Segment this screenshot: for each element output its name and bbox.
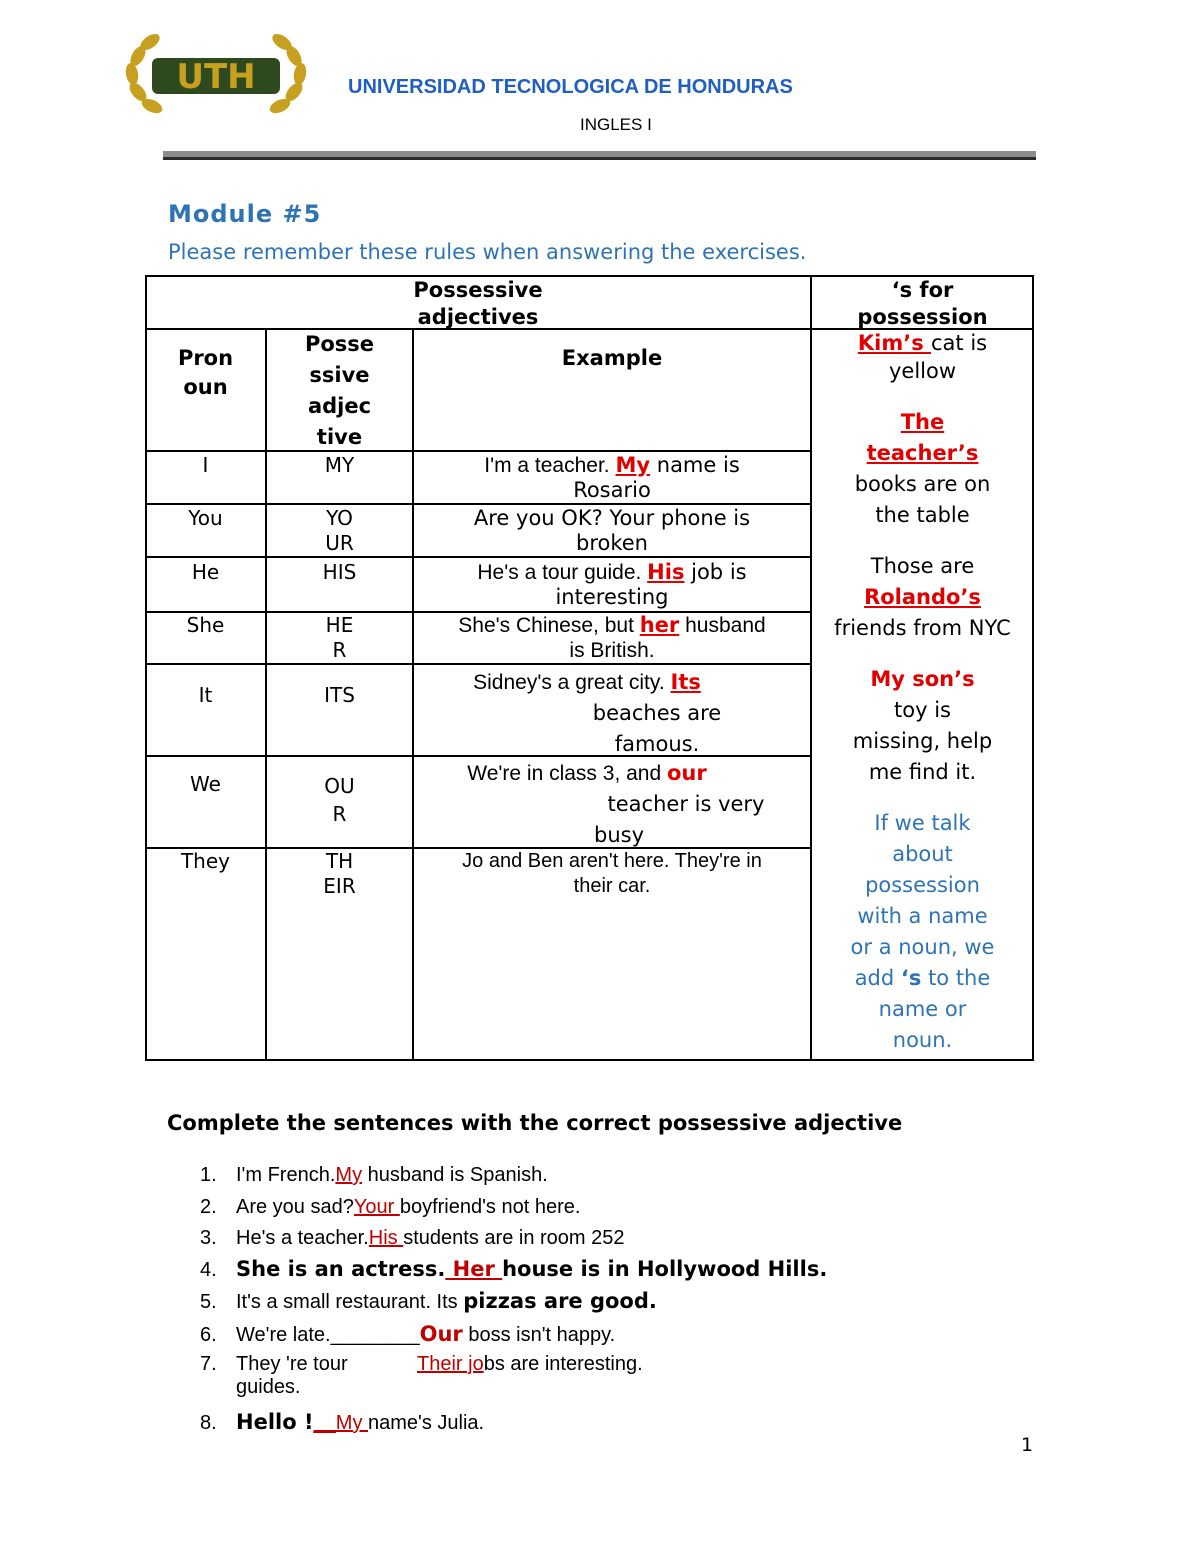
row-pronoun: He (191, 560, 220, 584)
col-pronoun: Pron oun (177, 346, 234, 399)
row-adjective: YO UR (325, 506, 354, 555)
uth-logo (118, 30, 314, 116)
row-pronoun: You (188, 506, 223, 530)
exercise-title: Complete the sentences with the correct possessive adjective (167, 1111, 903, 1135)
row-example: Sidney's a great city. Its beaches are famous. (473, 670, 722, 756)
col-possessive-adjective: Posse ssive adjec tive (304, 332, 375, 449)
row-example: We're in class 3, and our teacher is very busy (467, 761, 765, 847)
page-number: 1 (1021, 1434, 1034, 1456)
row-example: He's a tour guide. His job is interesting (477, 560, 747, 609)
row-pronoun: She (186, 613, 225, 637)
exercise-item: 4. She is an actress. Her house is in Hollywood Hills. (200, 1257, 828, 1281)
module-title: Module #5 (168, 200, 322, 228)
header-possessive-adjectives: Possessive adjectives (413, 278, 543, 329)
row-pronoun: We (190, 772, 221, 796)
exercise-item: 2. Are you sad?Your boyfriend's not here. (200, 1196, 581, 1218)
header-divider (163, 151, 1036, 160)
exercise-item: 6. We're late.________Our boss isn't happy. (200, 1322, 616, 1346)
row-pronoun: It (198, 683, 213, 707)
university-name: UNIVERSIDAD TECNOLOGICA DE HONDURAS (348, 76, 793, 98)
possessive-table (145, 275, 1034, 1061)
row-adjective: HIS (322, 560, 357, 584)
exercise-item: 8. Hello !__My name's Julia. (200, 1410, 485, 1434)
col-example: Example (561, 346, 663, 370)
exercise-item: 1. I'm French.My husband is Spanish. (200, 1164, 548, 1186)
course-name: INGLES I (580, 115, 652, 134)
row-pronoun: I (202, 453, 209, 477)
possession-rule: If we talk about possession with a name or a noun, we add ‘s to the name or noun. (850, 811, 995, 1052)
module-intro: Please remember these rules when answering the exercises. (168, 240, 807, 264)
row-example: Are you OK? Your phone is broken (473, 506, 751, 555)
row-adjective: ITS (324, 683, 355, 707)
row-adjective: HE R (325, 613, 354, 662)
exercise-item: 3. He's a teacher.His students are in room 252 (200, 1227, 625, 1249)
row-example: She's Chinese, but her husband is British. (458, 613, 766, 662)
s-possession-examples: Kim’s cat is yellow The teacher’s books are on the table Those are Rolando’s friends from NYC My son’s toy is missing, help me find it. If we talk about possession with a name or a noun, we add ‘s to the name or noun. (811, 329, 1034, 1056)
row-adjective: MY (324, 453, 355, 477)
row-pronoun: They (180, 849, 231, 873)
row-example: I'm a teacher. My name is Rosario (484, 453, 740, 502)
exercise-item: 7. They 're tour Their jobs are interesting. guides. (200, 1353, 643, 1398)
row-example: Jo and Ben aren't here. They're in their car. (462, 850, 762, 897)
exercise-item: 5. It's a small restaurant. Its pizzas are good. (200, 1289, 657, 1313)
row-adjective: TH EIR (323, 849, 356, 898)
row-adjective: OU R (324, 774, 355, 826)
svg-text:UTH: UTH (176, 57, 256, 97)
header-s-possession: ‘s for possession (857, 278, 988, 329)
